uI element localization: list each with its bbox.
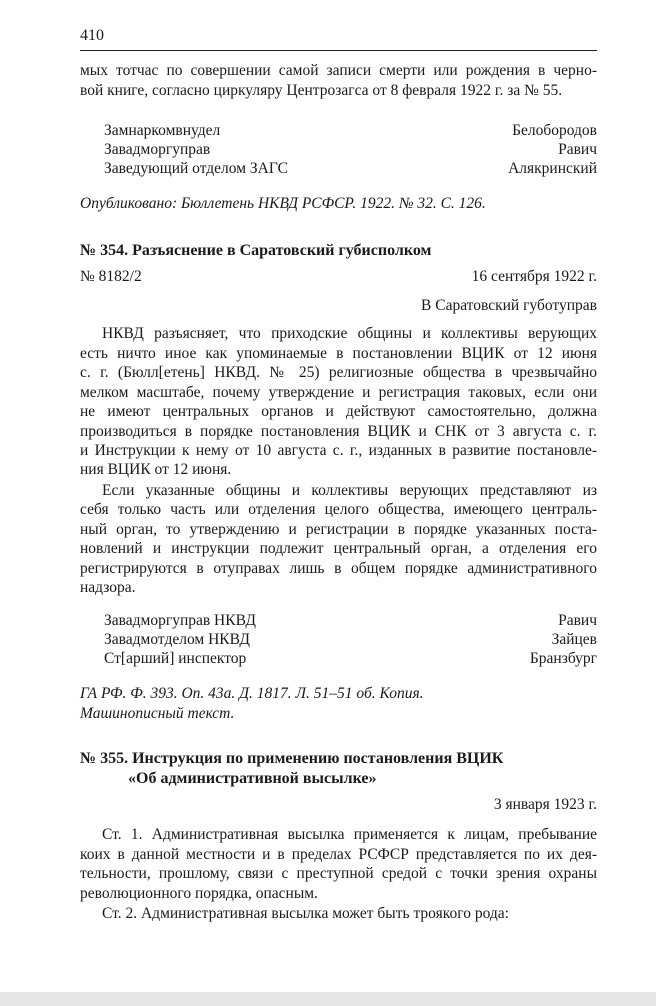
signature-role: Завадморгуправ НКВД bbox=[104, 612, 256, 629]
text-line: вой книге, согласно циркуляру Центрозагса от 8 февраля 1922 г. за № 55. bbox=[80, 82, 563, 99]
text-line: есть ничто иное как упоминаемые в постановлении ВЦИК от 12 июня bbox=[80, 345, 597, 362]
text-line: Ст. 2. Административная высылка может быть троякого рода: bbox=[102, 905, 509, 922]
signature-name: Равич bbox=[558, 141, 597, 158]
signature-role: Завадморгуправ bbox=[104, 141, 211, 158]
text-line: коих в данной местности и в пределах РСФСР представляется по их дея- bbox=[80, 846, 597, 863]
text-line: мых тотчас по совершении самой записи смерти или рождения в черно- bbox=[80, 62, 597, 79]
text-line: регистрируются в отуправах лишь в общем порядке административного bbox=[80, 560, 597, 577]
text-line: революционного порядка, опасным. bbox=[80, 885, 318, 902]
text-line: и Инструкции к нему от 10 августа с. г., изданных в развитие постановле- bbox=[80, 442, 597, 459]
text-line: НКВД разъясняет, что приходские общины и коллективы верующих bbox=[102, 325, 597, 342]
signature-row bbox=[104, 649, 597, 669]
document-heading: № 355. Инструкция по применению постановления ВЦИК bbox=[80, 750, 504, 767]
text-line: производиться в порядке постановления ВЦИК и СНК от 3 августа с. г. bbox=[80, 423, 597, 440]
signature-name: Равич bbox=[558, 612, 597, 629]
text-line: с. г. (Бюлл[етень] НКВД. № 25) религиозные общества в чрезвычайно bbox=[80, 364, 597, 381]
signature-row bbox=[104, 121, 597, 141]
signature-row bbox=[104, 630, 597, 650]
page-number: 410 bbox=[80, 27, 104, 44]
addressee: В Саратовский губотуправ bbox=[421, 297, 597, 314]
text-line: надзора. bbox=[80, 579, 136, 596]
document-meta bbox=[80, 267, 597, 287]
text-line: не имеют центральных органов и действуют самостоятельно, должна bbox=[80, 403, 597, 420]
text-line: ный орган, то утверждению и регистрации в порядке указанных поста- bbox=[80, 521, 597, 538]
document-date: 3 января 1923 г. bbox=[493, 796, 597, 813]
signature-name: Зайцев bbox=[551, 631, 597, 648]
signature-role: Заведующий отделом ЗАГС bbox=[104, 160, 288, 177]
signature-name: Белобородов bbox=[512, 122, 597, 139]
text-line: ния ВЦИК от 12 июня. bbox=[80, 461, 232, 478]
signature-name: Алякринский bbox=[508, 160, 597, 177]
text-line: новлений и инструкции подлежит центральный орган, а отделения его bbox=[80, 540, 597, 557]
signature-row bbox=[104, 140, 597, 160]
signature-role: Завадмотделом НКВД bbox=[104, 631, 250, 648]
signature-role: Ст[арший] инспектор bbox=[104, 650, 247, 667]
text-line: Если указанные общины и коллективы верующих представляют из bbox=[102, 482, 597, 499]
document-heading: «Об административной высылке» bbox=[128, 770, 377, 787]
text-line: мелком масштабе, почему утверждение и регистрация таковых, если они bbox=[80, 384, 597, 401]
document-date: 16 сентября 1922 г. bbox=[471, 268, 597, 285]
text-line: себя только часть или отделения целого общества, имеющего централь- bbox=[80, 501, 597, 518]
signature-role: Замнаркомвнудел bbox=[104, 122, 221, 139]
signature-row bbox=[104, 159, 597, 179]
publication-note: Опубликовано: Бюллетень НКВД РСФСР. 1922. № 32. С. 126. bbox=[80, 195, 486, 212]
document-heading: № 354. Разъяснение в Саратовский губисполком bbox=[80, 242, 432, 259]
page-bottom-strip bbox=[0, 992, 656, 1006]
signature-name: Бранзбург bbox=[529, 650, 597, 667]
archive-source: Машинописный текст. bbox=[80, 705, 235, 722]
header-rule bbox=[80, 50, 597, 51]
archive-source: ГА РФ. Ф. 393. Оп. 43а. Д. 1817. Л. 51–51 об. Копия. bbox=[80, 685, 424, 702]
text-line: Ст. 1. Административная высылка применяется к лицам, пребывание bbox=[102, 826, 597, 843]
document-number: № 8182/2 bbox=[80, 268, 142, 285]
text-line: тельности, прошлому, связи с преступной средой с точки зрения охраны bbox=[80, 865, 597, 882]
signature-row bbox=[104, 611, 597, 631]
